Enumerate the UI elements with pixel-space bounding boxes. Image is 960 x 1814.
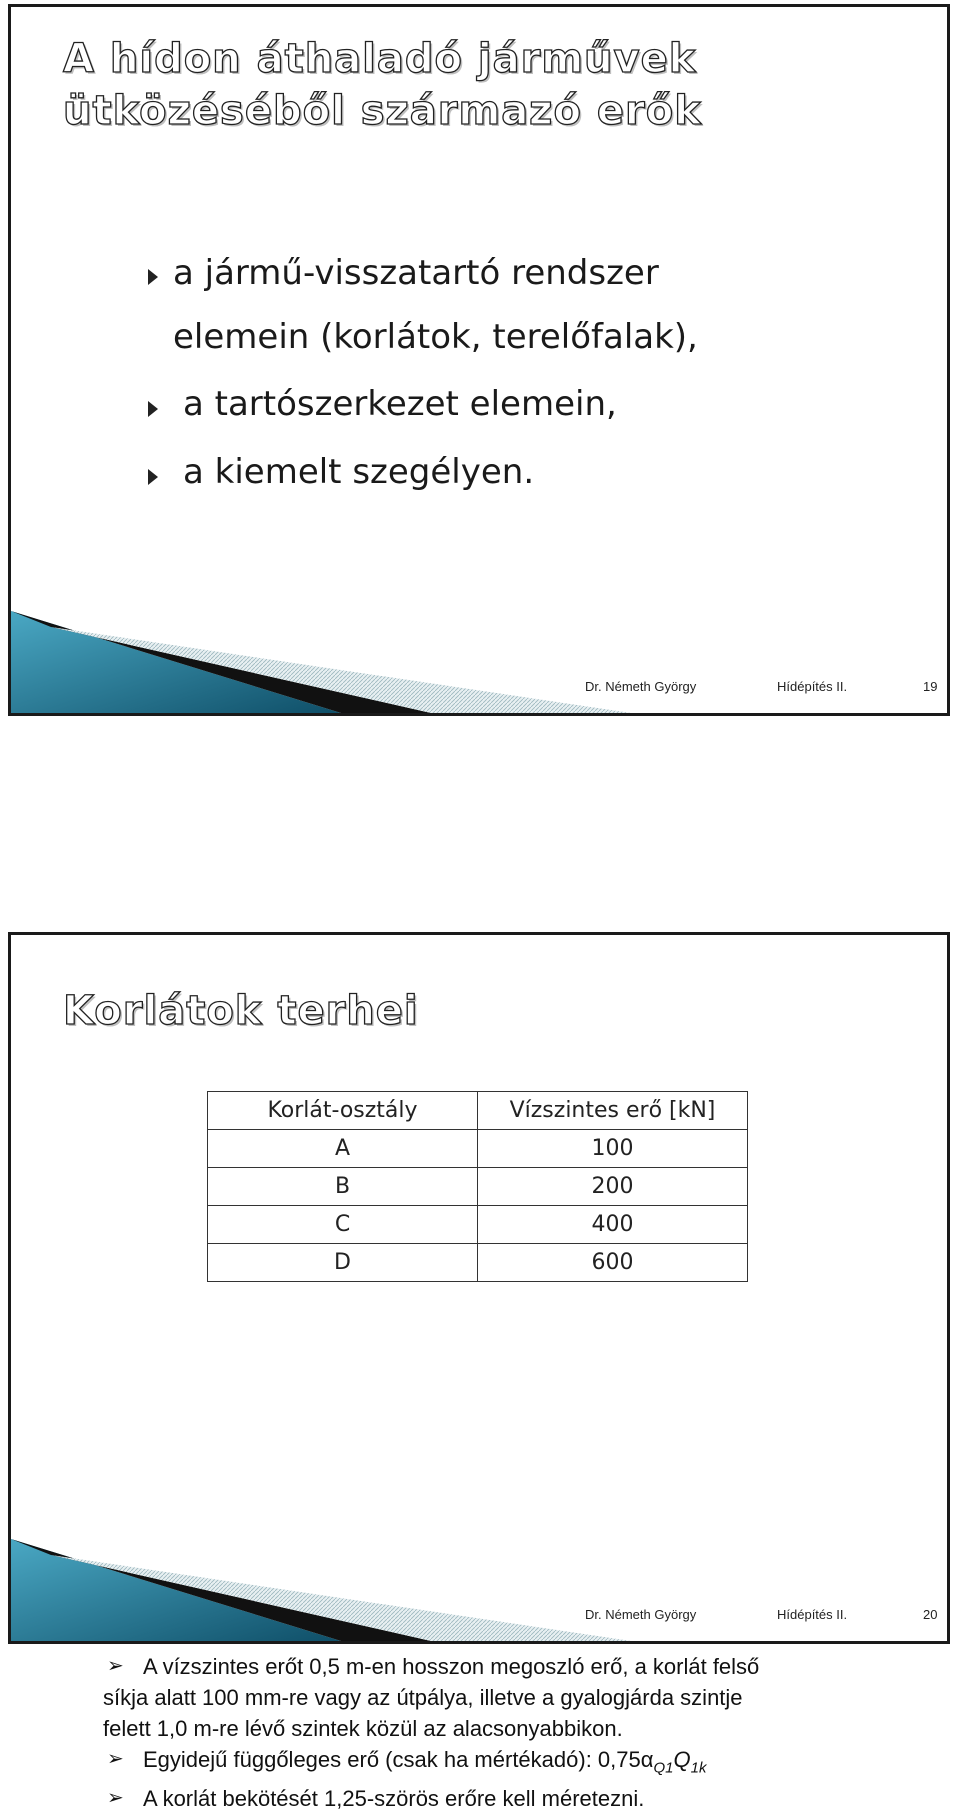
table-row	[208, 1206, 748, 1244]
column-header: Vízszintes erő [kN]	[478, 1092, 748, 1130]
table-row	[208, 1244, 748, 1282]
note-text: A korlát bekötését 1,25-szörös erőre kell méretezni.	[143, 1786, 645, 1812]
title-line-1: A hídon áthaladó járművek	[63, 36, 697, 82]
arrow-bullet-icon: ➢	[107, 1787, 124, 1810]
footer-author: Dr. Németh György	[585, 1607, 697, 1622]
column-header: Korlát-osztály	[208, 1092, 478, 1130]
table-cell: D	[208, 1244, 478, 1282]
table-row	[208, 1130, 748, 1168]
note-continuation: felett 1,0 m-re lévő szintek közül az alacsonyabbikon.	[103, 1716, 623, 1741]
bullet-item: a kiemelt szegélyen.	[183, 452, 535, 492]
triangle-right-icon	[148, 269, 158, 285]
title-line-2: ütközéséből származó erők	[63, 88, 702, 134]
note-text: Egyidejű függőleges erő (csak ha mértékadó): 0,75α	[143, 1747, 654, 1772]
table-cell: B	[208, 1168, 478, 1206]
bullet-item-continuation: elemein (korlátok, terelőfalak),	[173, 317, 698, 357]
arrow-bullet-icon: ➢	[107, 1748, 124, 1770]
italic-symbol: Q	[673, 1747, 691, 1772]
footer-page-number: 20	[923, 1607, 938, 1622]
triangle-right-icon	[148, 401, 158, 417]
subscript: 1k	[690, 1759, 707, 1777]
footer-author: Dr. Németh György	[585, 679, 697, 694]
slide-19	[8, 4, 950, 716]
notes-list	[103, 1651, 923, 1814]
slide-footer	[11, 1607, 947, 1627]
table-row	[208, 1168, 748, 1206]
note-text: A vízszintes erőt 0,5 m-en hosszon megoszló erő, a korlát felső	[143, 1654, 760, 1679]
load-class-table	[207, 1091, 748, 1282]
slide-footer	[11, 679, 947, 699]
arrow-bullet-icon: ➢	[107, 1655, 124, 1677]
note-continuation: síkja alatt 100 mm-re vagy az útpálya, illetve a gyalogjárda szintje	[103, 1685, 743, 1710]
bullet-item: a tartószerkezet elemein,	[183, 384, 617, 424]
table-cell: 400	[478, 1206, 748, 1244]
bullet-item: a jármű-visszatartó rendszer	[173, 253, 659, 293]
triangle-right-icon	[148, 469, 158, 485]
footer-course: Hídépítés II.	[777, 1607, 848, 1622]
footer-course: Hídépítés II.	[777, 679, 848, 694]
footer-page-number: 19	[923, 679, 938, 694]
table-cell: 600	[478, 1244, 748, 1282]
table-cell: 200	[478, 1168, 748, 1206]
table-cell: C	[208, 1206, 478, 1244]
table-cell: A	[208, 1130, 478, 1168]
note-item	[103, 1783, 923, 1814]
table-cell: 100	[478, 1130, 748, 1168]
slide-title: Korlátok terhei	[63, 988, 419, 1034]
subscript: Q1	[653, 1759, 674, 1777]
note-item	[103, 1744, 923, 1783]
note-item	[103, 1651, 923, 1682]
table-header-row	[208, 1092, 748, 1130]
